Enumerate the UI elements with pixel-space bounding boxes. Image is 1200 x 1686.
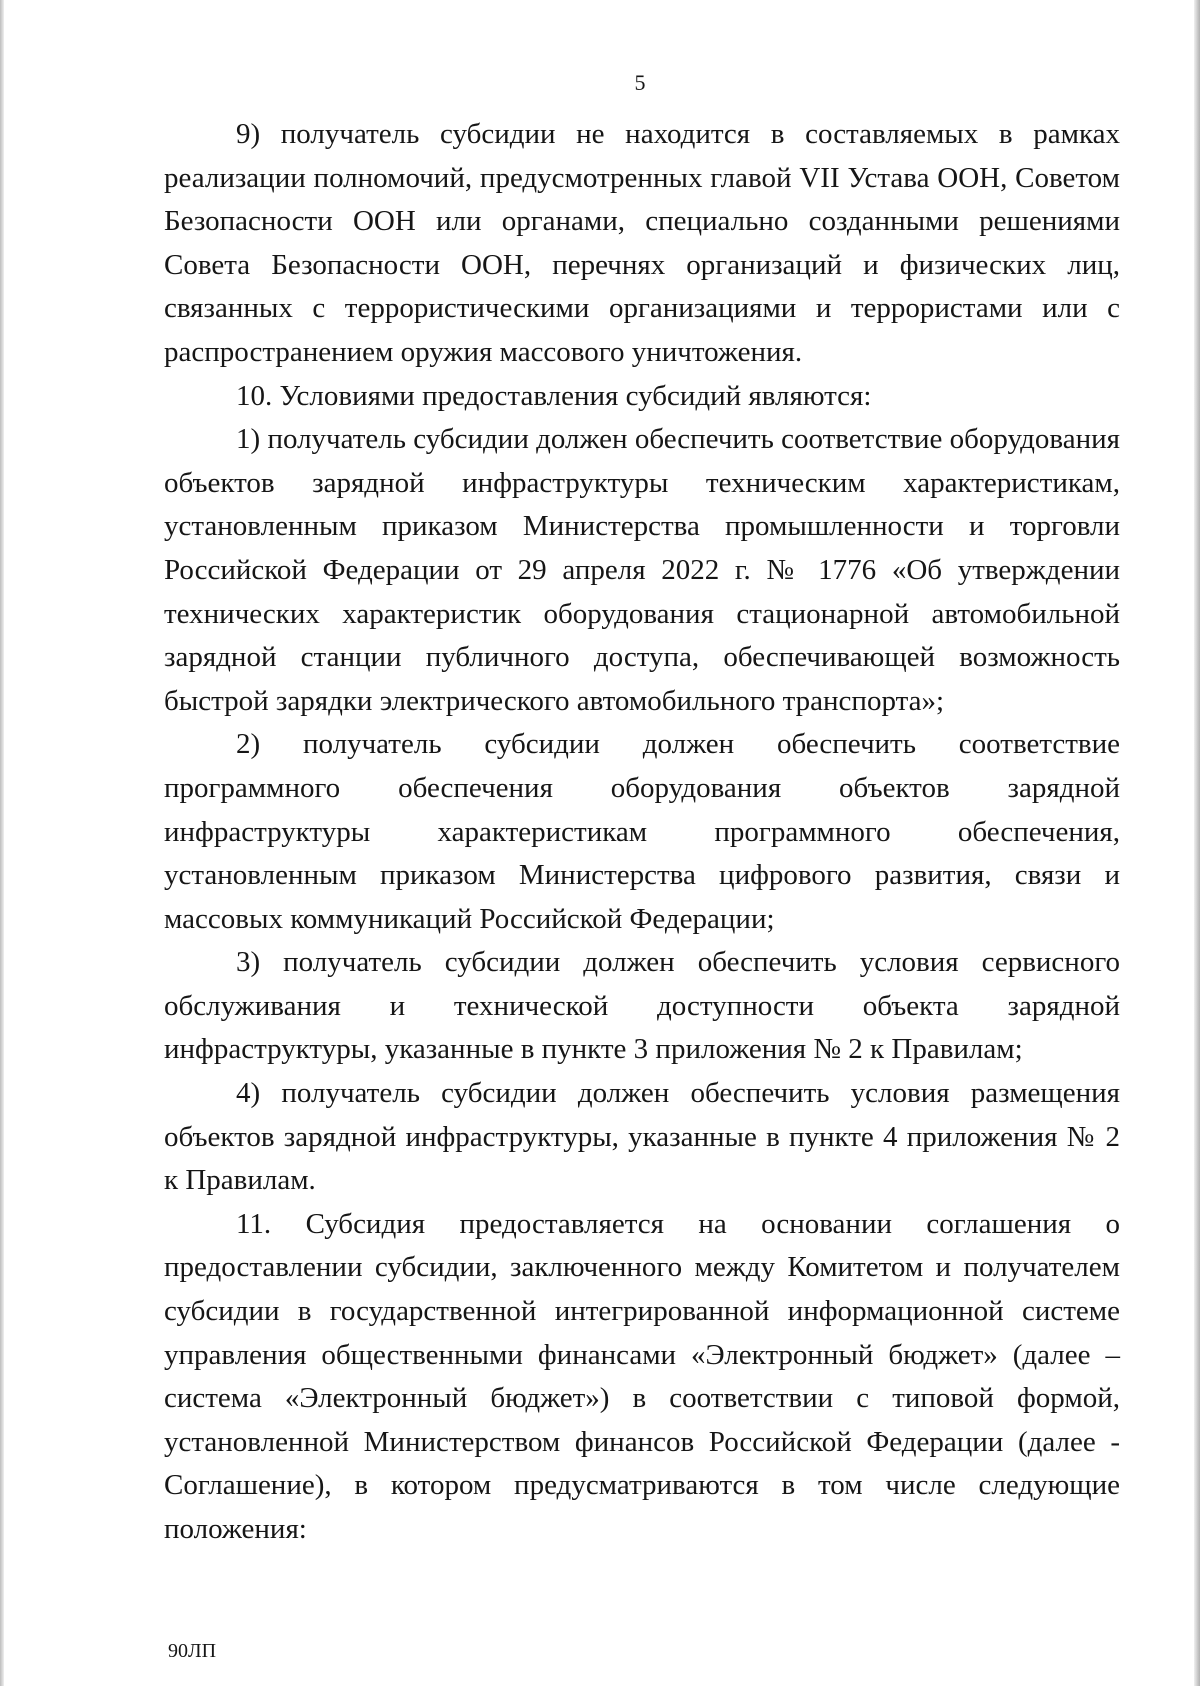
paragraph-clause-11: 11. Субсидия предоставляется на основании соглашения о предоставлении субсидии, заключенного между Комитетом и получателем субсидии в государственной интегрированной информационной системе управления общественными финансами «Электронный бюджет» (далее – система «Электронный бюджет») в соответствии с типовой формой, установленной Министерством финансов Российской Федерации (далее - Соглашение), в котором предусматриваются в том числе следующие положения: <box>164 1207 1120 1545</box>
paragraph-condition-4: 4) получатель субсидии должен обеспечить условия размещения объектов зарядной инфраструктуры, указанные в пункте 4 приложения № 2 к Правилам. <box>164 1077 1120 1197</box>
paragraph-item-9: 9) получатель субсидии не находится в составляемых в рамках реализации полномочий, предусмотренных главой VII Устава ООН, Советом Безопасности ООН или органами, специально созданными решениями Совета Безопасности ООН, перечнях организаций и физических лиц, связанных с террористическими организациями и террористами или с распространением оружия массового уничтожения. <box>164 118 1120 368</box>
footer-code: 90ЛП <box>168 1640 217 1662</box>
paragraph-condition-2: 2) получатель субсидии должен обеспечить соответствие программного обеспечения оборудования объектов зарядной инфраструктуры характеристикам программного обеспечения, установленным приказом Министерства цифрового развития, связи и массовых коммуникаций Российской Федерации; <box>164 728 1120 935</box>
scan-edge-right <box>1194 0 1200 1686</box>
scan-edge-left <box>0 0 4 1686</box>
paragraph-clause-10: 10. Условиями предоставления субсидий являются: <box>236 379 872 412</box>
paragraph-condition-3: 3) получатель субсидии должен обеспечить условия сервисного обслуживания и технической доступности объекта зарядной инфраструктуры, указанные в пункте 3 приложения № 2 к Правилам; <box>164 946 1120 1066</box>
paragraph-condition-1: 1) получатель субсидии должен обеспечить соответствие оборудования объектов зарядной инфраструктуры техническим характеристикам, установленным приказом Министерства промышленности и торговли Российской Федерации от 29 апреля 2022 г. № 1776 «Об утверждении технических характеристик оборудования стационарной автомобильной зарядной станции публичного доступа, обеспечивающей возможность быстрой зарядки электрического автомобильного транспорта»; <box>164 423 1120 717</box>
page-number: 5 <box>634 70 646 95</box>
document-body <box>164 113 1120 1552</box>
